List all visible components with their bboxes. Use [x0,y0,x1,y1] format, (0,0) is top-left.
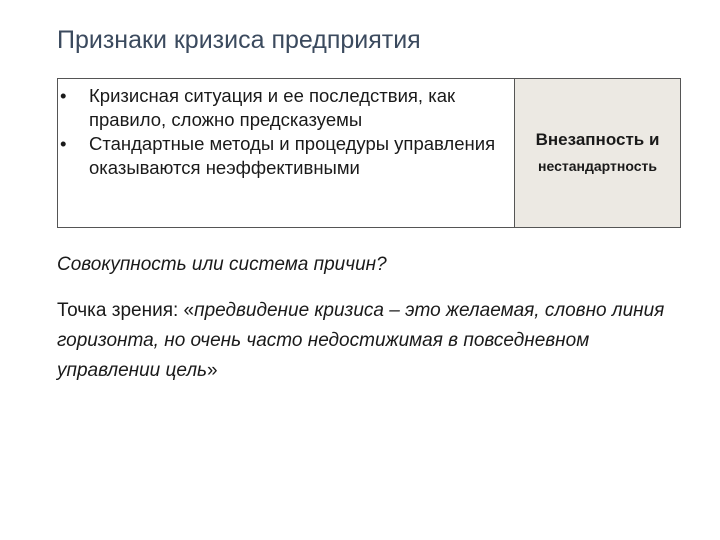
viewpoint-paragraph [57,296,677,386]
characteristics-text [536,127,660,179]
question-text: Совокупность или система причин? [57,254,387,275]
characteristics-line-2: нестандартность [538,158,657,174]
info-table [57,78,681,228]
viewpoint-close: » [207,360,218,381]
bullets-cell [58,79,515,227]
bullet-text: Стандартные методы и процедуры управления оказываются неэффективными [89,133,496,178]
characteristics-cell [515,79,680,227]
bullet-text: Кризисная ситуация и ее последствия, как правило, сложно предсказуемы [89,85,456,130]
viewpoint-lead: Точка зрения: « [57,300,195,321]
bullet-item [58,84,508,132]
bullet-list [58,84,508,180]
bullet-item [58,132,508,180]
characteristics-line-1: Внезапность и [535,130,660,149]
viewpoint-quote: предвидение кризиса – это желаемая, словно линия горизонта, но очень часто недостижимая в повседневном управлении цель [57,300,665,381]
bullet-dot: • [60,85,67,106]
bullet-dot: • [60,133,67,154]
slide-title: Признаки кризиса предприятия [57,26,421,54]
